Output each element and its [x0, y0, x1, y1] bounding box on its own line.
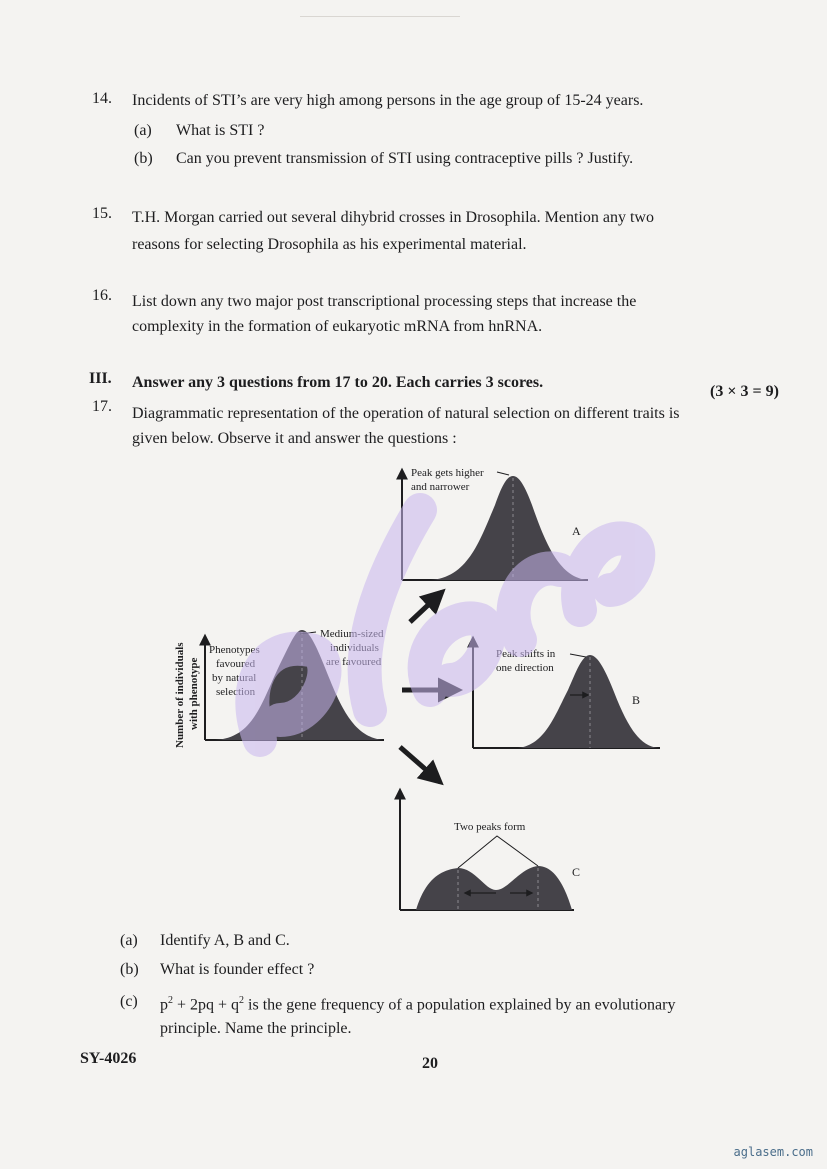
q17b-text: What is founder effect ?: [160, 961, 315, 978]
q16-line2: complexity in the formation of eukaryotic mRNA from hnRNA.: [132, 318, 543, 335]
q15-line2: reasons for selecting Drosophila as his experimental material.: [132, 236, 527, 253]
q17c-p: p: [160, 996, 168, 1014]
q14b-text: Can you prevent transmission of STI using contraceptive pills ? Justify.: [176, 150, 634, 167]
graph-c-label: Two peaks form: [454, 821, 526, 833]
q16-number: 16.: [92, 287, 112, 304]
q17b-label: (b): [120, 961, 139, 978]
q17-line2: given below. Observe it and answer the questions :: [132, 430, 457, 447]
q14a-text: What is STI ?: [176, 122, 265, 139]
curve-c: [416, 866, 572, 910]
q17c-rest: is the gene frequency of a population explained by an evolutionary: [244, 996, 676, 1014]
q15-line1: T.H. Morgan carried out several dihybrid crosses in Drosophila. Mention any two: [132, 209, 654, 226]
center-left-label-3: by natural: [212, 672, 257, 684]
arrow-to-c: [400, 747, 440, 782]
q17-line1: Diagrammatic representation of the operation of natural selection on different traits is: [132, 405, 680, 422]
section3-marks: (3 × 3 = 9): [710, 383, 779, 400]
q16-line1: List down any two major post transcriptional processing steps that increase the: [132, 293, 637, 310]
graph-a: [402, 467, 588, 580]
graph-c: [400, 790, 580, 910]
label-c: C: [572, 865, 581, 879]
site-link[interactable]: aglasem.com: [733, 1145, 813, 1159]
q14-text: Incidents of STI’s are very high among persons in the age group of 15-24 years.: [132, 92, 644, 109]
y-axis-label-line2: with phenotype: [188, 657, 200, 730]
q14b-label: (b): [134, 150, 153, 167]
q14a-label: (a): [134, 122, 152, 139]
center-right-label-2: individuals: [330, 642, 379, 654]
page-number: 20: [422, 1055, 438, 1072]
center-left-label-2: favoured: [216, 658, 256, 670]
q17c-line1: [160, 995, 675, 1014]
graph-b-label-1: Peak shifts in: [496, 648, 556, 660]
graph-b-label-2: one direction: [496, 662, 554, 674]
q17c-sup1: 2: [168, 995, 173, 1006]
label-b: B: [632, 693, 641, 707]
q14-number: 14.: [92, 90, 112, 107]
q17c-label: (c): [120, 993, 138, 1010]
section3-instructions: Answer any 3 questions from 17 to 20. Each carries 3 scores.: [132, 374, 544, 391]
graph-a-label-1: Peak gets higher: [411, 467, 484, 479]
graph-b: [473, 638, 660, 748]
q17c-sup2: 2: [239, 995, 245, 1006]
q17c-mid: + 2pq + q: [173, 996, 240, 1014]
center-left-label-4: selection: [216, 686, 256, 698]
q17a-text: Identify A, B and C.: [160, 932, 290, 949]
center-right-label-3: are favoured: [326, 656, 382, 668]
q17a-label: (a): [120, 932, 138, 949]
center-graph: [174, 628, 384, 748]
graph-a-label-2: and narrower: [411, 481, 470, 493]
y-axis-label-line1: Number of individuals: [174, 642, 186, 748]
label-a: A: [572, 524, 581, 538]
q15-number: 15.: [92, 205, 112, 222]
center-right-label-1: Medium-sized: [320, 628, 384, 640]
center-left-label-1: Phenotypes: [209, 644, 260, 656]
section3-number: III.: [89, 370, 112, 387]
paper-code: SY-4026: [80, 1050, 137, 1067]
q17-number: 17.: [92, 398, 112, 415]
q17c-line2: principle. Name the principle.: [160, 1020, 352, 1037]
arrow-to-a: [410, 592, 442, 622]
